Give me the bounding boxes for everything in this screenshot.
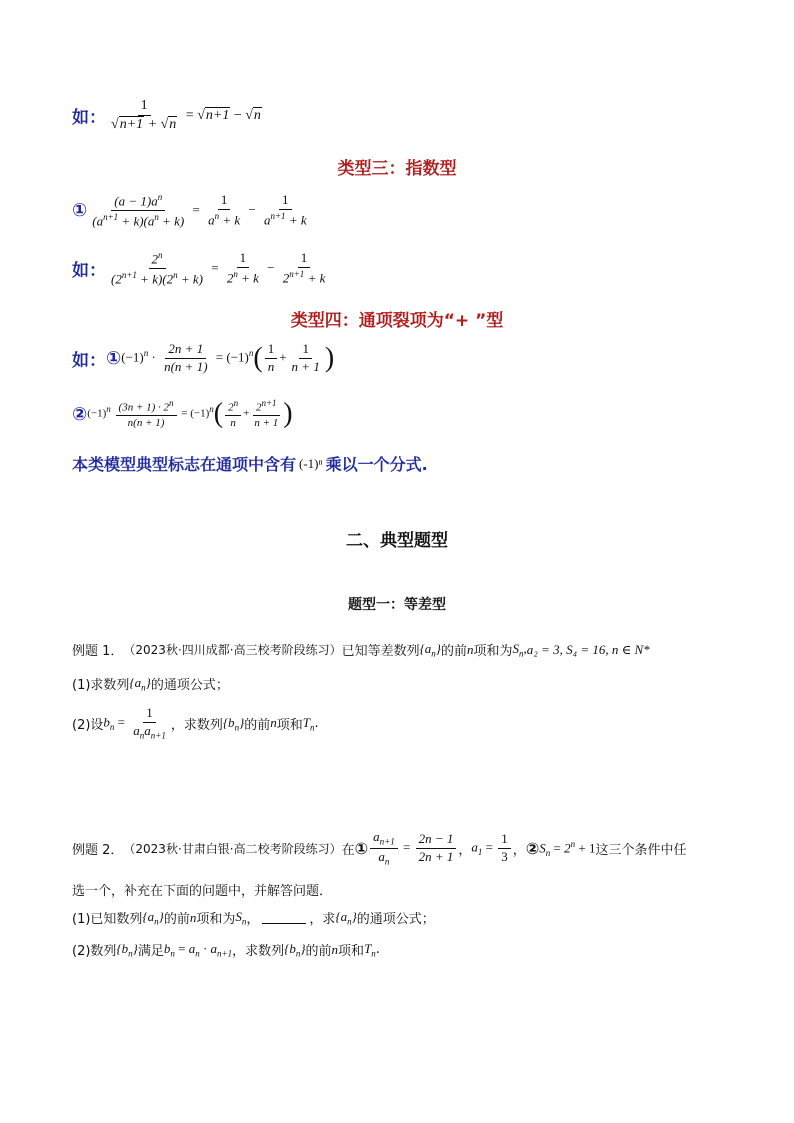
seq-bn-3: $\{b_n\}$ [284, 940, 306, 959]
formula-sign-1: $(-1)^n$ · $\frac{2n + 1}{n(n + 1)}$ = $(-1)^n$( $\frac{1}{n}$ + $\frac{1}{n + 1}$ ) [121, 341, 335, 374]
exp-example-line [72, 250, 330, 288]
formula-bn: $b_n$ = $\frac{1}{a_na_{n+1}}$ [103, 705, 166, 741]
example-2-q2-f: . [375, 942, 380, 957]
example-1-q1 [72, 674, 229, 693]
example-2-q1-a: (1)已知数列 [72, 912, 143, 927]
example-2-q1 [72, 908, 435, 927]
var-Tn-2: $T_n$ [364, 940, 376, 959]
circle-1-option: ① [354, 838, 369, 858]
condition-2: $S_n = 2^n + 1$ [539, 838, 596, 858]
example-2-label: 例题 2． [72, 842, 124, 858]
subsection-title: 题型一：等差型 [348, 597, 446, 613]
example-1-q2-c: 的前 [244, 717, 271, 733]
seq-an: $\{a_n\}$ [419, 640, 441, 659]
type3-title: 类型三：指数型 [337, 159, 457, 179]
example-2-q2-e: 项和 [338, 944, 365, 959]
example-1-condition: a₂ = 3, S₄ = 16, n ∈ N* [526, 641, 650, 657]
example-2-q2-a: (2)数列 [72, 944, 117, 959]
example-2-q1-e: ，求 [309, 912, 336, 927]
formula-exp-general: $\frac{(a - 1)a^n}{(a^{n+1} + k)(a^n + k)}$ = $\frac{1}{a^n + k}$ − $\frac{1}{a^{n+1} + k}$ [92, 192, 307, 229]
circle-2-option: ② [525, 838, 540, 858]
var-n-4: n [331, 941, 339, 957]
formula-exp-example: $\frac{2^n}{(2^{n+1} + k)(2^n + k)}$ = $\frac{1}{2^n + k}$ − $\frac{1}{2^{n+1} + k}$ [111, 250, 326, 287]
seq-bn-2: $\{b_n\}$ [116, 940, 138, 959]
example-1-q2-e: . [314, 715, 319, 731]
note-math: (-1)ⁿ [299, 455, 323, 471]
example-1-label: 例题 1． [72, 644, 124, 659]
seq-an-2: $\{a_n\}$ [129, 674, 151, 693]
condition-1: $\frac{a_{n+1}}{a_n}$ = $\frac{2n - 1}{2n + 1}$ [368, 830, 458, 867]
example-2-q2 [72, 940, 380, 959]
ru-label-2: 如： [72, 261, 106, 282]
example-2-q1-c: 项和为 [196, 912, 236, 927]
circle-2-marker: ② [72, 403, 88, 425]
note-after: 乘以一个分式. [325, 455, 428, 474]
example-2-q2-c: ，求数列 [232, 944, 285, 959]
example-2-text-c: ， [512, 842, 526, 858]
example-1-text-c: 项和为 [473, 644, 513, 659]
example-1-text-a: 已知等差数列 [341, 644, 420, 659]
example-1-q2-b: ，求数列 [170, 717, 223, 733]
sign-example-1-line [72, 342, 334, 375]
seq-bn: $\{b_n\}$ [222, 714, 245, 733]
circle-1-marker: ① [72, 200, 88, 222]
example-2-text-d: 这三个条件中任 [595, 842, 687, 858]
example-1-q2-a: (2)设 [72, 717, 104, 733]
seq-an-4: $\{a_n\}$ [335, 908, 357, 927]
example-sqrt-line [72, 98, 262, 133]
example-2-line-2: 选一个，补充在下面的问题中，并解答问题． [72, 884, 333, 899]
ru-label-3: 如： [72, 350, 106, 371]
answer-blank[interactable] [262, 911, 306, 924]
example-1-q1-a: (1)求数列 [72, 678, 130, 693]
formula-bn-2: $b_n = a_n \cdot a_{n+1}$ [163, 940, 233, 959]
note-line [72, 452, 428, 475]
circle-1-marker-b: ① [106, 347, 122, 369]
example-2-q1-f: 的通项公式； [356, 912, 435, 927]
seq-an-3: $\{a_n\}$ [142, 908, 164, 927]
example-1-q2 [72, 706, 319, 741]
var-n: n [467, 641, 474, 657]
var-Sn-2: $S_n$ [235, 908, 247, 927]
condition-1b: $a_1$ = $\frac{1}{3}$ [471, 832, 512, 865]
example-2-source: （2023秋·甘肃白银·高二校考阶段练习） [123, 841, 342, 856]
example-2-q1-b: 的前 [163, 912, 190, 927]
example-1-line [72, 640, 650, 659]
example-2-q2-d: 的前 [305, 944, 332, 959]
section-title: 二、典型题型 [346, 531, 448, 551]
example-1-text-b: 的前 [441, 644, 468, 659]
example-1-q2-d: 项和 [276, 717, 303, 733]
note-before: 本类模型典型标志在通项中含有 [72, 455, 297, 474]
example-2-text-a: 在 [341, 842, 355, 858]
example-1-q1-b: 的通项公式； [150, 678, 229, 693]
formula-sqrt: $\frac{1}{√n+1 + √n}$ = √n+1 − √n [111, 98, 261, 133]
example-2-q1-d: ， [246, 912, 260, 927]
type4-title: 类型四：通项裂项为“+ ”型 [290, 311, 504, 331]
example-2-text-b: ， [458, 842, 472, 858]
var-Sn: $S_n$, [512, 640, 527, 659]
var-n-3: n [189, 909, 197, 925]
sign-example-2-line [72, 398, 293, 430]
example-2-line [72, 830, 686, 867]
example-2-q2-b: 满足 [137, 944, 164, 959]
ru-label: 如： [72, 108, 106, 129]
exp-formula-line [72, 192, 312, 230]
var-Tn: $T_n$ [302, 714, 315, 733]
formula-sign-2: $(-1)^n$ $\frac{(3n + 1) \cdot 2^n}{n(n + 1)}$ = $(-1)^n$( $\frac{2^n}{n}$ + $\frac{2^{n+1}}{n + 1}$ ) [87, 398, 293, 430]
var-n-2: n [270, 715, 277, 731]
example-1-source: （2023秋·四川成都·高三校考阶段练习） [123, 643, 342, 657]
